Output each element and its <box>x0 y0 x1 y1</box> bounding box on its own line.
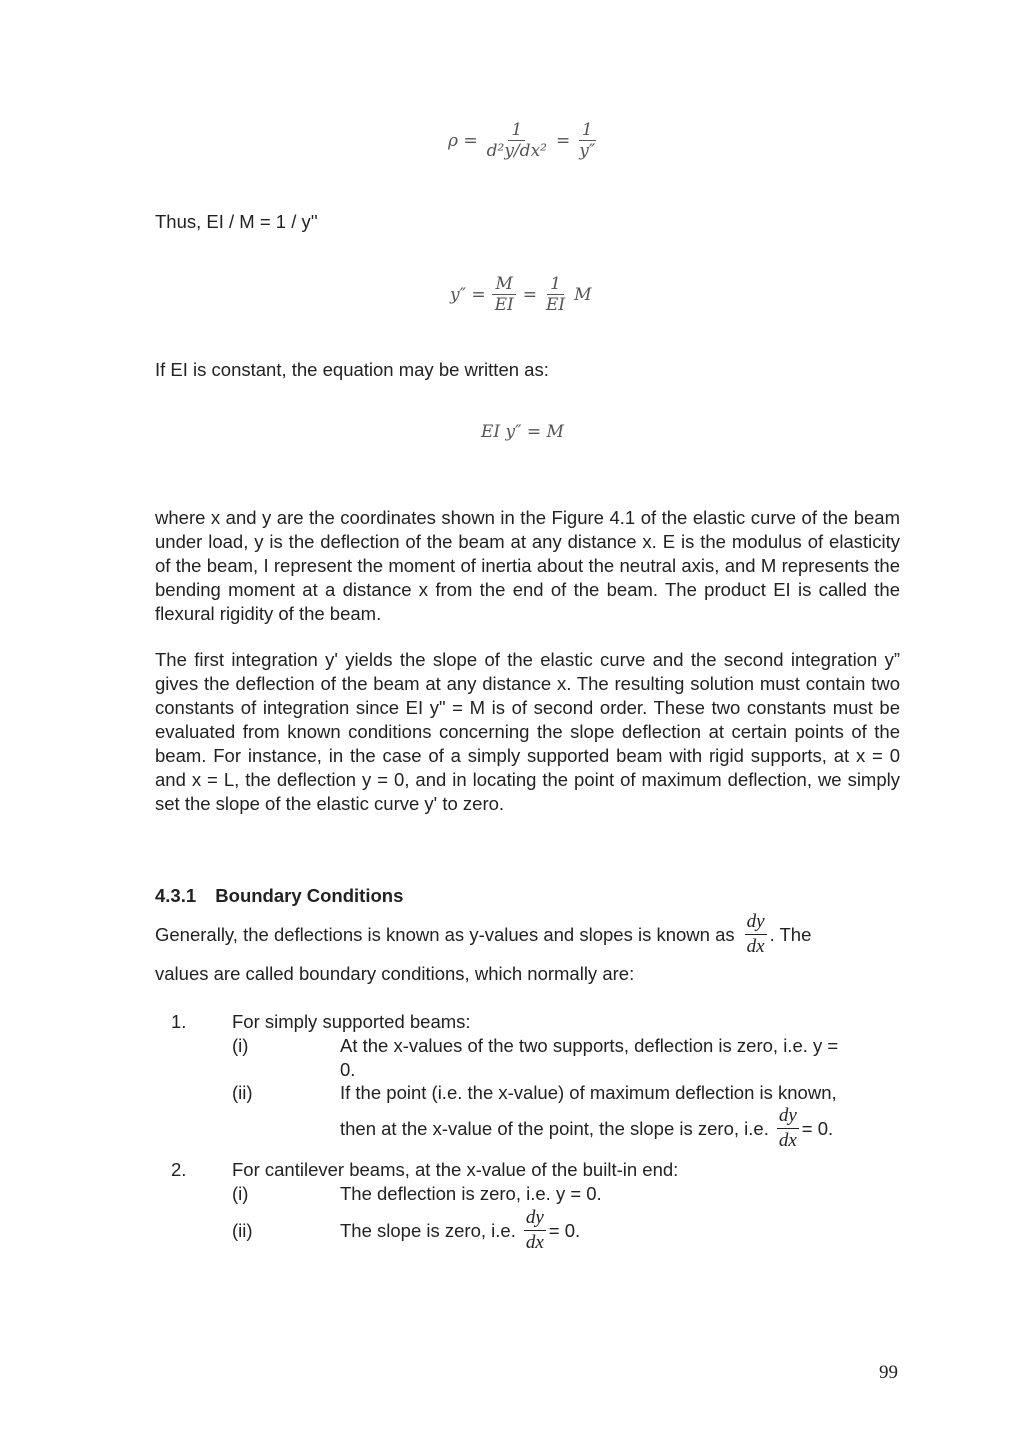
eq-ydd-lhs: y″ = <box>450 284 486 305</box>
list-item-1-ii-text-a: If the point (i.e. the x-value) of maximum deflection is known, <box>340 1082 837 1103</box>
eq-ydd-frac2-den: EI <box>545 295 566 315</box>
list-item-1-text: For simply supported beams: <box>232 1011 471 1032</box>
equation-ydd <box>450 274 592 315</box>
section-intro-a: Generally, the deflections is known as y-values and slopes is known as <box>155 923 735 945</box>
paragraph-integration: The first integration y' yields the slope of the elastic curve and the second integration y” gives the deflection of the beam at any distance x. The resulting solution must contain two constants of integration since EI y" = M is of second order. These two constants must be evaluated from known conditions concerning the slope deflection at certain points of the beam. For instance, in the case of a simply supported beam with rigid supports, at x = 0 and x = L, the deflection y = 0, and in locating the point of maximum deflection, we simply set the slope of the elastic curve y' to zero. <box>155 649 900 814</box>
eq-ydd-frac2-num: 1 <box>547 274 564 295</box>
dydx-den: dx <box>778 1130 797 1151</box>
section-intro-b: . The <box>769 923 812 945</box>
equation-rho <box>448 120 598 161</box>
list-item-1-ii-text-b: then at the x-value of the point, the slope is zero, i.e. <box>340 1117 769 1139</box>
list-item-1-i-text-b: 0. <box>340 1059 356 1080</box>
list-item-2-text: For cantilever beams, at the x-value of the built-in end: <box>232 1159 679 1180</box>
list-item-1-i-text-a: At the x-values of the two supports, deflection is zero, i.e. y = <box>340 1035 839 1056</box>
eq-rho-frac1-den: d²y/dx² <box>486 141 547 161</box>
eq-rho-frac2-den: y″ <box>579 141 596 161</box>
thus-line: Thus, EI / M = 1 / y'' <box>155 211 318 232</box>
eq-rho-frac2 <box>576 120 598 161</box>
list-item-2-ii-label: (ii) <box>232 1220 253 1241</box>
list-item-2-ii-text-a: The slope is zero, i.e. <box>340 1219 516 1241</box>
paragraph-coordinates: where x and y are the coordinates shown in the Figure 4.1 of the elastic curve of the beam under load, y is the deflection of the beam at any distance x. E is the modulus of elasticity of the beam, I represent the moment of inertia about the neutral axis, and M represents the bending moment at a distance x from the end of the beam. The product EI is called the flexural rigidity of the beam. <box>155 507 900 624</box>
eq-rho-equals: = <box>555 130 571 151</box>
eq-rho-lhs: ρ = <box>448 130 478 151</box>
section-intro-line <box>155 910 811 959</box>
page-number: 99 <box>879 1362 898 1383</box>
section-heading <box>155 885 403 907</box>
eq-rho-frac1 <box>484 120 550 161</box>
section-intro-c: values are called boundary conditions, which normally are: <box>155 963 635 984</box>
list-item-2-number: 2. <box>171 1159 187 1180</box>
eq-ydd-frac1-num: M <box>492 274 515 295</box>
list-item-2-i-label: (i) <box>232 1183 249 1204</box>
dydx-num: dy <box>524 1206 546 1231</box>
dydx-fraction <box>524 1206 546 1255</box>
eq-rho-frac1-num: 1 <box>508 120 525 141</box>
dydx-fraction <box>777 1104 799 1153</box>
dydx-den: dx <box>525 1232 544 1253</box>
dydx-num: dy <box>777 1104 799 1129</box>
list-item-1-ii-text-c: = 0. <box>801 1117 834 1139</box>
section-number: 4.3.1 <box>155 885 197 906</box>
eq-ydd-frac2 <box>543 274 568 315</box>
dydx-den: dx <box>746 936 765 957</box>
eq-ydd-frac1 <box>492 274 517 315</box>
list-item-2-ii-text-b: = 0. <box>548 1219 581 1241</box>
eq-ydd-frac1-den: EI <box>494 295 514 315</box>
eq-ydd-equals: = <box>522 284 537 305</box>
list-item-1-ii-line2 <box>340 1104 833 1153</box>
dydx-num: dy <box>745 910 767 935</box>
eq-ydd-tail: M <box>574 284 592 305</box>
if-ei-line: If EI is constant, the equation may be written as: <box>155 359 549 380</box>
eq-rho-frac2-num: 1 <box>579 120 596 141</box>
list-item-1-number: 1. <box>171 1011 187 1032</box>
dydx-fraction <box>745 910 767 959</box>
list-item-2-i-text: The deflection is zero, i.e. y = 0. <box>340 1183 602 1204</box>
list-item-2-ii-line <box>340 1206 580 1255</box>
equation-eiy: EI y″ = M <box>481 422 564 442</box>
section-title: Boundary Conditions <box>215 885 404 906</box>
list-item-1-i-label: (i) <box>232 1035 249 1056</box>
list-item-1-ii-label: (ii) <box>232 1082 253 1103</box>
